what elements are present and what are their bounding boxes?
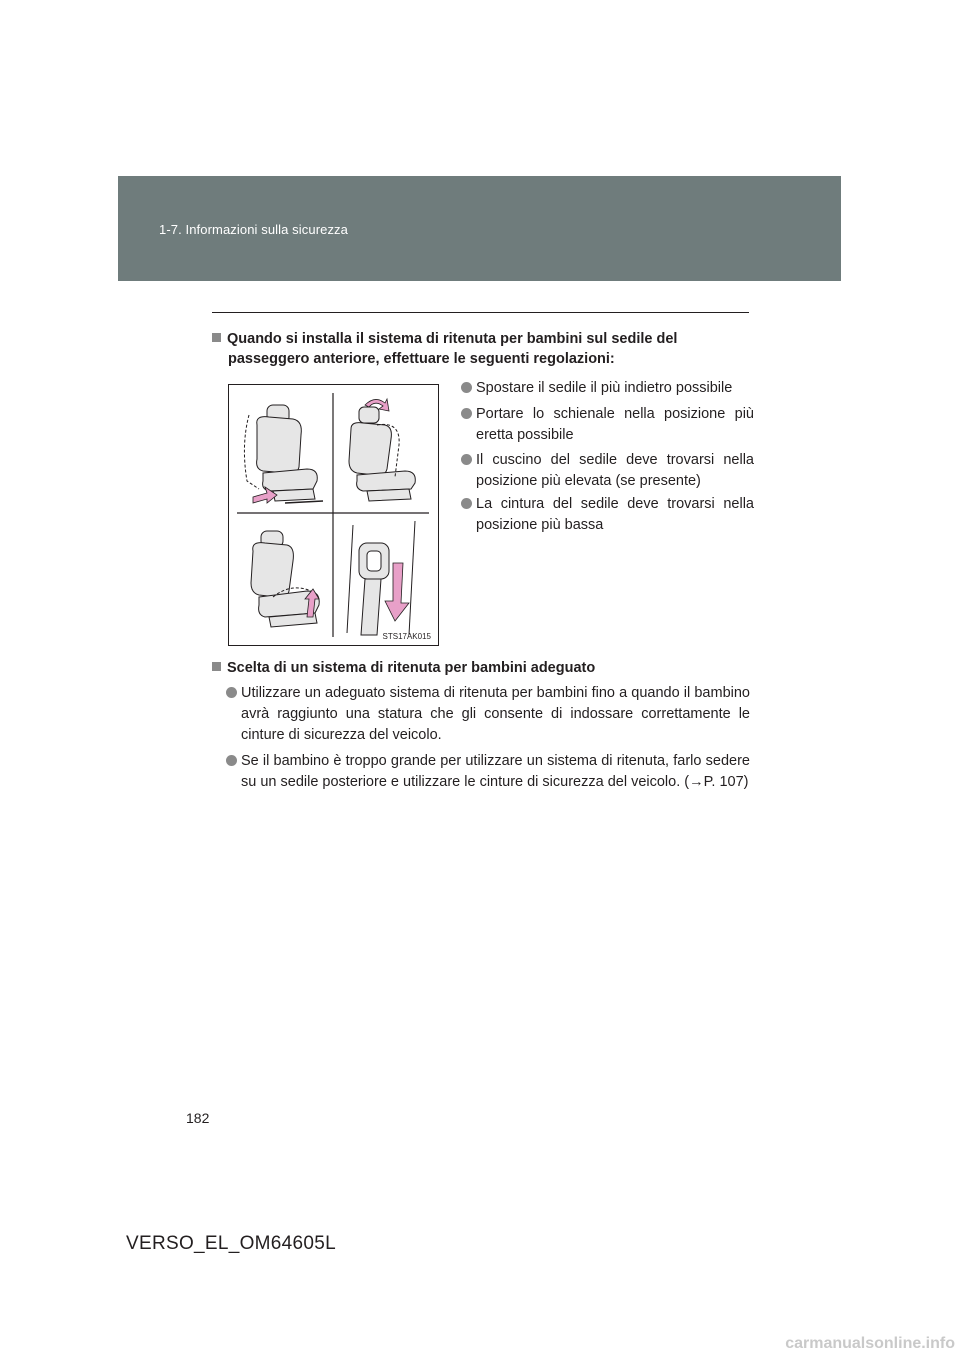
list-item: Spostare il sedile il più indietro possibile [461, 378, 754, 399]
square-bullet-icon [212, 333, 221, 342]
list-item: Se il bambino è troppo grande per utilizzare un sistema di ritenuta, farlo sedere su un sedile posteriore e utilizzare le cinture di sicurezza del veicolo. (→P. 107) [226, 751, 750, 793]
section2-heading: Scelta di un sistema di ritenuta per bambini adeguato [212, 658, 744, 678]
figure-code: STS17AK015 [382, 632, 431, 641]
watermark: carmanualsonline.info [785, 1335, 955, 1352]
bullet-dot-icon [461, 498, 472, 509]
bullet-dot-icon [461, 454, 472, 465]
seat-adjustment-figure [228, 384, 439, 646]
bullet-dot-icon [226, 687, 237, 698]
list-item: La cintura del sedile deve trovarsi nella posizione più bassa [461, 494, 754, 536]
page-number: 182 [186, 1110, 210, 1126]
section-title: 1-7. Informazioni sulla sicurezza [159, 222, 348, 237]
seat-illustration [229, 385, 438, 645]
top-rule [212, 312, 749, 313]
list-item: Il cuscino del sedile deve trovarsi nella posizione più elevata (se presente) [461, 450, 754, 492]
bullet-dot-icon [461, 408, 472, 419]
header-band [118, 176, 841, 281]
bullet-dot-icon [461, 382, 472, 393]
list-item: Portare lo schienale nella posizione più eretta possibile [461, 404, 754, 446]
bullet-dot-icon [226, 755, 237, 766]
section1-heading: Quando si installa il sistema di ritenuta per bambini sul sedile del passeggero anteriore, effettuare le seguenti regolazioni: [212, 329, 744, 369]
square-bullet-icon [212, 662, 221, 671]
list-item: Utilizzare un adeguato sistema di ritenuta per bambini fino a quando il bambino avrà raggiunto una statura che gli consente di indossare correttamente le cinture di sicurezza del veicolo. [226, 683, 750, 746]
document-code: VERSO_EL_OM64605L [126, 1233, 336, 1254]
